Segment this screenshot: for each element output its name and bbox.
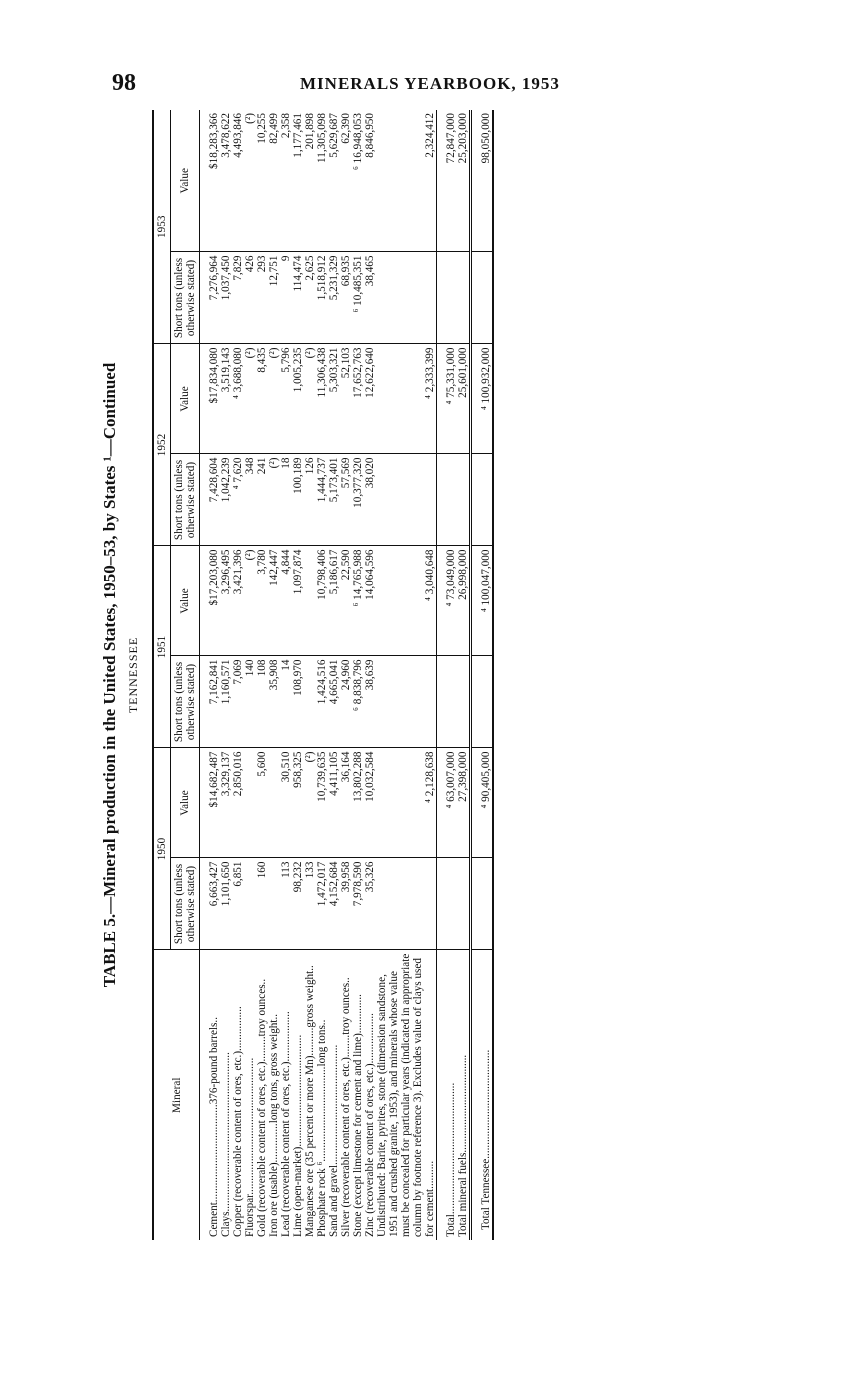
cell	[437, 252, 458, 344]
cell: 1,042,239	[220, 454, 232, 546]
mineral-name: Cement...................................376-pound barrels..	[208, 1017, 220, 1237]
cell: 3,421,396	[232, 546, 244, 656]
cell: 25,601,000	[457, 344, 471, 454]
cell: 241	[256, 454, 268, 546]
cell: ⁶ 10,485,351	[352, 252, 364, 344]
table-title: TABLE 5.—Mineral production in the United States, 1950–53, by States ¹—Continued	[100, 362, 119, 988]
running-head: MINERALS YEARBOOK, 1953	[300, 74, 560, 93]
cell: 201,898	[304, 110, 316, 252]
cell: 5,186,617	[328, 546, 340, 656]
cell: 38,465	[364, 252, 376, 344]
value-header: Value	[171, 546, 200, 656]
mineral-column-header: Mineral	[153, 950, 200, 1240]
cell: 1,160,571	[220, 656, 232, 748]
rotated-table-page	[100, 110, 600, 1240]
table-row	[340, 110, 352, 1240]
cell: (²)	[244, 110, 256, 252]
mineral-name: Phosphate rock ⁶..................................long tons..	[316, 1019, 328, 1237]
cell: 11,305,098	[316, 110, 328, 252]
cell: 1,097,874	[292, 546, 304, 656]
total-row	[437, 110, 458, 1240]
cell: 114,474	[292, 252, 304, 344]
cell: (²)	[244, 546, 256, 656]
cell: 1,518,912	[316, 252, 328, 344]
mineral-name: Gold (recoverable content of ores, etc.).........troy ounces..	[256, 978, 268, 1237]
cell: 5,231,329	[328, 252, 340, 344]
mineral-name: Lead (recoverable content of ores, etc.)..................	[280, 1011, 292, 1237]
cell: 82,499	[268, 110, 280, 252]
year-header-1950: 1950	[153, 748, 171, 950]
table-row-undistributed	[376, 110, 437, 1240]
table-row	[280, 110, 292, 1240]
cell: 1,037,450	[220, 252, 232, 344]
qty-header: Short tons (unless otherwise stated)	[171, 858, 200, 950]
table-row	[232, 110, 244, 1240]
cell: 68,935	[340, 252, 352, 344]
value-header: Value	[171, 748, 200, 858]
cell: 2,324,412	[376, 110, 437, 252]
cell: ⁴ 100,932,000	[471, 344, 494, 454]
cell: 3,296,495	[220, 546, 232, 656]
cell: 14,064,596	[364, 546, 376, 656]
cell: 24,960	[340, 656, 352, 748]
cell: 98,050,000	[471, 110, 494, 252]
table-row	[304, 110, 316, 1240]
cell: 39,958	[340, 858, 352, 950]
cell: 8,846,950	[364, 110, 376, 252]
state-heading: TENNESSEE	[126, 636, 140, 714]
table-row	[200, 110, 221, 1240]
cell: 113	[280, 858, 292, 950]
cell: ⁴ 3,688,080	[232, 344, 244, 454]
cell	[268, 748, 280, 858]
cell: 4,665,041	[328, 656, 340, 748]
cell: 8,435	[256, 344, 268, 454]
cell: ⁴ 90,405,000	[471, 748, 494, 858]
cell: $17,834,080	[200, 344, 221, 454]
cell: 5,173,401	[328, 454, 340, 546]
cell: ⁴ 2,128,638	[376, 748, 437, 858]
cell: 5,796	[280, 344, 292, 454]
cell: 5,303,321	[328, 344, 340, 454]
cell: 2,850,016	[232, 748, 244, 858]
cell: 10,798,406	[316, 546, 328, 656]
qty-header: Short tons (unless otherwise stated)	[171, 656, 200, 748]
cell: 6,663,427	[200, 858, 221, 950]
cell: 348	[244, 454, 256, 546]
cell: (²)	[304, 748, 316, 858]
cell	[471, 252, 494, 344]
table-row	[256, 110, 268, 1240]
cell: 98,232	[292, 858, 304, 950]
cell: 11,306,438	[316, 344, 328, 454]
table-row	[292, 110, 304, 1240]
cell: 57,569	[340, 454, 352, 546]
cell	[437, 454, 458, 546]
table-row	[364, 110, 376, 1240]
cell: ⁴ 7,620	[232, 454, 244, 546]
cell: 1,101,650	[220, 858, 232, 950]
cell: 160	[256, 858, 268, 950]
cell	[376, 252, 437, 344]
cell: 142,447	[268, 546, 280, 656]
grand-total-row	[471, 110, 494, 1240]
cell: 7,428,604	[200, 454, 221, 546]
mineral-name: Fluorspar.................................................	[244, 1057, 256, 1237]
page-number: 98	[112, 70, 136, 96]
mineral-name: Total Tennessee.......................................	[471, 950, 494, 1240]
cell: $18,283,366	[200, 110, 221, 252]
cell: ⁶ 8,838,796	[352, 656, 364, 748]
value-header: Value	[171, 110, 200, 252]
year-header-1953: 1953	[153, 110, 171, 344]
table-row	[244, 110, 256, 1240]
cell: 22,590	[340, 546, 352, 656]
cell: (²)	[244, 344, 256, 454]
cell	[376, 858, 437, 950]
cell: 108	[256, 656, 268, 748]
cell: ⁴ 75,331,000	[437, 344, 458, 454]
cell: 426	[244, 252, 256, 344]
qty-header: Short tons (unless otherwise stated)	[171, 252, 200, 344]
cell: 1,424,516	[316, 656, 328, 748]
cell: 25,203,000	[457, 110, 471, 252]
cell	[471, 656, 494, 748]
mineral-name: Lime (open-market)........................................	[292, 1034, 304, 1237]
cell	[268, 858, 280, 950]
cell: 4,152,684	[328, 858, 340, 950]
cell: 1,005,235	[292, 344, 304, 454]
cell: 5,629,687	[328, 110, 340, 252]
cell	[457, 454, 471, 546]
cell	[244, 748, 256, 858]
cell: 35,326	[364, 858, 376, 950]
cell: 10,255	[256, 110, 268, 252]
year-header-1952: 1952	[153, 344, 171, 546]
mineral-name: Stone (except limestone for cement and lime)..............	[352, 994, 364, 1237]
cell: 3,329,137	[220, 748, 232, 858]
cell: 1,177,461	[292, 110, 304, 252]
cell	[471, 858, 494, 950]
cell: 5,600	[256, 748, 268, 858]
cell: 7,162,841	[200, 656, 221, 748]
cell: 1,444,737	[316, 454, 328, 546]
table-row	[220, 110, 232, 1240]
mineral-name: Copper (recoverable content of ores, etc.)................	[232, 1006, 244, 1237]
cell: 72,847,000	[437, 110, 458, 252]
table-row	[316, 110, 328, 1240]
cell: 12,622,640	[364, 344, 376, 454]
cell: 12,751	[268, 252, 280, 344]
cell: 17,652,763	[352, 344, 364, 454]
cell: (²)	[268, 454, 280, 546]
mineral-name: Zinc (recoverable content of ores, etc.)..................	[364, 1013, 376, 1237]
cell: 4,411,105	[328, 748, 340, 858]
cell: ⁴ 73,049,000	[437, 546, 458, 656]
cell: 100,189	[292, 454, 304, 546]
cell: 958,325	[292, 748, 304, 858]
cell: ⁴ 63,007,000	[437, 748, 458, 858]
cell: 26,998,000	[457, 546, 471, 656]
cell: 3,478,622	[220, 110, 232, 252]
cell: ⁴ 2,333,399	[376, 344, 437, 454]
mineral-name: Manganese ore (35 percent or more Mn)..........gross weight..	[304, 965, 316, 1237]
year-header-1951: 1951	[153, 546, 171, 748]
cell	[471, 454, 494, 546]
cell: 293	[256, 252, 268, 344]
mineral-name: Sand and gravel...........................................	[328, 1044, 340, 1237]
cell: 10,032,584	[364, 748, 376, 858]
cell: 10,377,320	[352, 454, 364, 546]
cell: (²)	[304, 344, 316, 454]
cell: 140	[244, 656, 256, 748]
cell: 27,398,000	[457, 748, 471, 858]
cell: 7,829	[232, 252, 244, 344]
cell	[376, 656, 437, 748]
cell: 35,908	[268, 656, 280, 748]
cell: 30,510	[280, 748, 292, 858]
mineral-name: Iron ore (usable)..............long tons, gross weight..	[268, 1013, 280, 1237]
cell	[304, 656, 316, 748]
cell: (²)	[268, 344, 280, 454]
cell: 7,069	[232, 656, 244, 748]
cell: 13,802,288	[352, 748, 364, 858]
cell: 2,358	[280, 110, 292, 252]
cell: 3,519,143	[220, 344, 232, 454]
qty-header: Short tons (unless otherwise stated)	[171, 454, 200, 546]
cell: 6,851	[232, 858, 244, 950]
cell: 38,639	[364, 656, 376, 748]
cell: ⁶ 14,765,988	[352, 546, 364, 656]
cell: ⁴ 3,040,648	[376, 546, 437, 656]
cell: 133	[304, 858, 316, 950]
cell: 62,390	[340, 110, 352, 252]
cell: 4,493,846	[232, 110, 244, 252]
cell: 1,472,017	[316, 858, 328, 950]
cell	[457, 252, 471, 344]
cell	[244, 858, 256, 950]
cell: 14	[280, 656, 292, 748]
cell	[457, 656, 471, 748]
cell: 18	[280, 454, 292, 546]
cell: 10,739,635	[316, 748, 328, 858]
mineral-name: Clays.........................................................	[220, 1052, 232, 1237]
cell: $17,203,080	[200, 546, 221, 656]
value-header: Value	[171, 344, 200, 454]
cell	[437, 656, 458, 748]
cell: ⁴ 100,047,000	[471, 546, 494, 656]
cell: 108,970	[292, 656, 304, 748]
table-row	[268, 110, 280, 1240]
cell: 4,844	[280, 546, 292, 656]
cell: 9	[280, 252, 292, 344]
cell: 7,978,590	[352, 858, 364, 950]
table-row	[328, 110, 340, 1240]
cell: $14,682,487	[200, 748, 221, 858]
cell: ⁶ 16,948,053	[352, 110, 364, 252]
cell: 52,103	[340, 344, 352, 454]
cell	[304, 546, 316, 656]
cell: 36,164	[340, 748, 352, 858]
table-row	[352, 110, 364, 1240]
mineral-name: Undistributed: Barite, pyrites, stone (dimension sandstone, 1951 and crushed granite, 1953), and minerals whose value must be concealed for particular years (indicated in appropriate column by footnote reference 3). Excludes value of clays used for cement..........	[376, 953, 436, 1237]
total-mineral-fuels-row	[457, 110, 471, 1240]
mineral-name: Total mineral fuels...................................	[457, 1054, 469, 1237]
cell: 38,020	[364, 454, 376, 546]
cell	[437, 858, 458, 950]
mineral-name: Silver (recoverable content of ores, etc.)........troy ounces..	[340, 977, 352, 1237]
cell: 2,625	[304, 252, 316, 344]
cell: 7,276,964	[200, 252, 221, 344]
cell	[457, 858, 471, 950]
cell: 3,780	[256, 546, 268, 656]
cell: 126	[304, 454, 316, 546]
mineral-name: Total...............................................	[437, 950, 458, 1240]
cell	[376, 454, 437, 546]
mineral-production-table	[152, 110, 494, 1240]
